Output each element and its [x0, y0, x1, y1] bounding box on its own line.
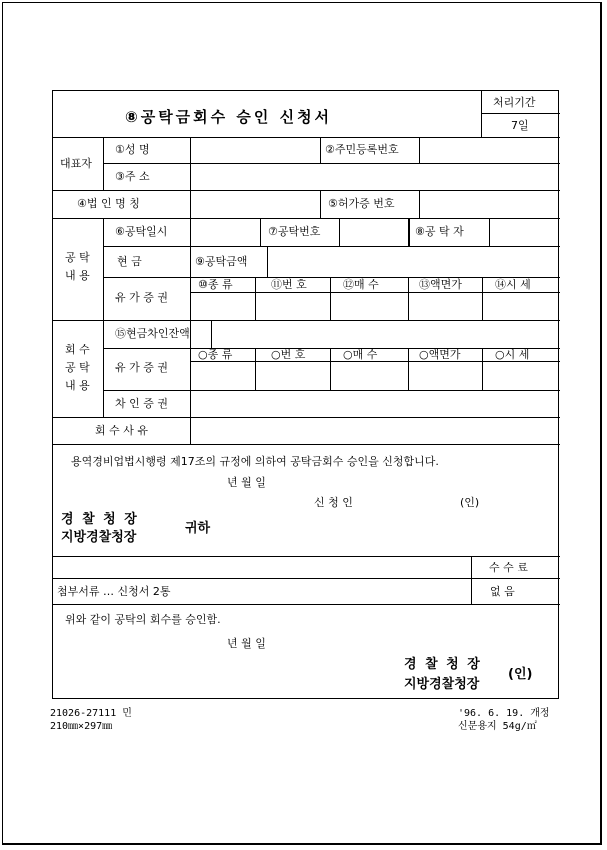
- processing-period-label: 처리기간: [493, 96, 536, 109]
- deposit-col-market: ⑭시 세: [495, 278, 531, 291]
- recovery-col-number: ○번 호: [271, 348, 306, 361]
- depositor-label: ⑧공 탁 자: [415, 225, 464, 238]
- deposit-securities-label: 유 가 증 권: [115, 291, 168, 304]
- deposit-date-label: ⑥공탁일시: [115, 225, 168, 238]
- footer-revision: '96. 6. 19. 개정: [458, 708, 550, 719]
- application-statement: 용역경비업법시행령 제17조의 규정에 의하여 공탁금회수 승인을 신청합니다.: [71, 455, 439, 468]
- deposit-number-label: ⑦공탁번호: [268, 225, 321, 238]
- deduction-securities-label: 차 인 증 권: [115, 397, 168, 410]
- fee-label: 수 수 료: [489, 561, 528, 574]
- recipient-honorific: 귀하: [185, 521, 211, 536]
- recovery-section-label-3: 내 용: [65, 379, 90, 392]
- recipient-line-1: 경 찰 청 장: [61, 512, 139, 527]
- footer-paper-type: 신문용지 54g/㎡: [458, 721, 537, 732]
- deposit-col-type: ⑩종 류: [198, 278, 233, 291]
- rrn-label: ②주민등록번호: [325, 143, 399, 156]
- recovery-reason-label: 회 수 사 유: [95, 424, 148, 437]
- deposit-col-number: ⑪번 호: [271, 278, 307, 291]
- approver-seal: (인): [508, 667, 533, 682]
- corporation-name-label: ④법 인 명 칭: [77, 197, 140, 210]
- recovery-col-market: ○시 세: [495, 348, 530, 361]
- deposit-amount-label: ⑨공탁금액: [195, 255, 248, 268]
- deposit-section-label-1: 공 탁: [65, 251, 90, 264]
- recovery-col-count: ○매 수: [343, 348, 378, 361]
- cash-balance-label: ⑮현금차인잔액: [115, 327, 190, 340]
- attachments-label: 첨부서류 … 신청서 2통: [57, 585, 171, 598]
- approver-line-1: 경 찰 청 장: [404, 657, 482, 672]
- form-title: ⑧공탁금회수 승인 신청서: [125, 108, 333, 126]
- recovery-section-label-2: 공 탁: [65, 361, 90, 374]
- recovery-col-face: ○액면가: [419, 348, 461, 361]
- application-form: [52, 90, 559, 699]
- address-label: ③주 소: [115, 170, 150, 183]
- processing-period-value: 7일: [511, 119, 529, 132]
- approval-statement: 위와 같이 공탁의 회수를 승인함.: [65, 613, 221, 626]
- application-date-line: 년 월 일: [227, 476, 266, 489]
- applicant-label: 신 청 인: [314, 496, 353, 509]
- recovery-col-type: ○종 류: [198, 348, 233, 361]
- recipient-line-2: 지방경찰청장: [61, 530, 137, 545]
- deposit-col-count: ⑫매 수: [343, 278, 379, 291]
- cash-label: 현 금: [117, 255, 142, 268]
- approval-date-line: 년 월 일: [227, 637, 266, 650]
- deposit-section-label-2: 내 용: [65, 269, 90, 282]
- license-number-label: ⑤허가증 번호: [328, 197, 395, 210]
- name-label: ①성 명: [115, 143, 150, 156]
- fee-value: 없 음: [490, 585, 515, 598]
- approver-line-2: 지방경찰청장: [404, 677, 480, 692]
- footer-paper-size: 210㎜×297㎜: [50, 721, 113, 732]
- applicant-seal: (인): [460, 496, 480, 509]
- recovery-section-label-1: 회 수: [65, 343, 90, 356]
- footer-form-code: 21026-27111 민: [50, 708, 132, 719]
- recovery-securities-label: 유 가 증 권: [115, 361, 168, 374]
- representative-label: 대표자: [60, 157, 92, 170]
- deposit-col-face: ⑬액면가: [419, 278, 462, 291]
